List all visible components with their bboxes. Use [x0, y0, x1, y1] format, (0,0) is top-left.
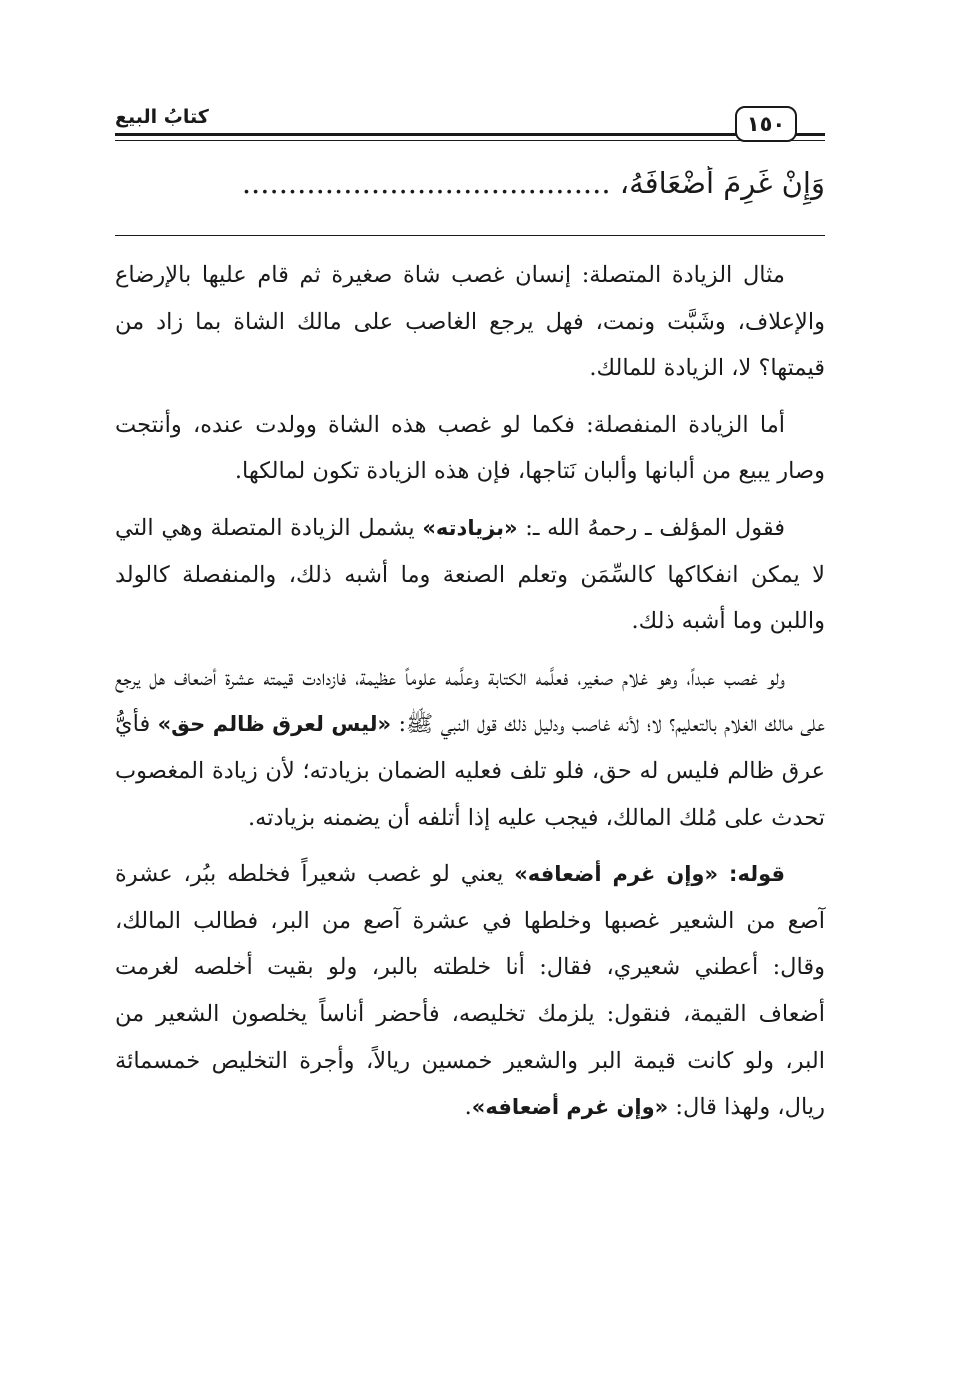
text-run: مثال الزيادة المتصلة: إنسان غصب شاة صغيرة ثم قام عليها بالإرضاع والإعلاف، وشَبَّت ونمت، فهل يرجع الغاصب على مالك الشاة بما زاد من قيمتها؟ لا، الزيادة للمالك. — [115, 262, 825, 382]
matn-divider — [115, 235, 825, 236]
text-run: يشمل الزيادة المتصلة وهي التي لا يمكن انفكاكها كالسِّمَن وتعلم الصنعة وما أشبه ذلك، والمنفصلة كالولد واللبن وما أشبه ذلك. — [115, 514, 825, 635]
bold-quote: «وإن غرم أضعافه» — [514, 862, 719, 887]
bold-quote: «وإن غرم أضعافه» — [471, 1095, 669, 1120]
bold-quote: «ليس لعرق ظالم حق» — [157, 712, 392, 737]
bold-quote: «بزيادته» — [422, 515, 518, 540]
text-run: أما الزيادة المنفصلة: فكما لو غصب هذه الشاة وولدت عنده، وأنتجت وصار يبيع من ألبانها وألبان نَتاجها، فإن هذه الزيادة تكون لمالكها. — [115, 411, 825, 485]
page-number: ١٥٠ — [735, 106, 797, 142]
text-run: . — [464, 1094, 472, 1121]
text-run: فأيُّ عرق ظالم فليس له حق، فلو تلف فعليه الضمان بزيادته؛ لأن زيادة المغصوب تحدث على مُلك المالك، فيجب عليه إذا أتلفه أن يضمنه بزيادته. — [115, 711, 825, 831]
text-run: فقول المؤلف ـ رحمهُ الله ـ: — [517, 514, 785, 541]
header-rule-thin — [115, 140, 825, 141]
paragraph — [115, 252, 825, 392]
page-header — [115, 100, 825, 150]
paragraph — [115, 655, 825, 841]
text-run: ولو غصب عبداً، وهو غلام صغير، فعلَّمه الكتابة وعلَّمه علوماً عظيمة، فازدادت قيمته عشرة أضعاف هل يرجع على مالك الغلام بالتعليم؟ لا؛ لأنه غاصب ودليل ذلك قول النبي ﷺ: — [115, 664, 825, 738]
bold-quote: قوله: — [718, 862, 785, 887]
running-title: كتابُ البيع — [115, 106, 209, 128]
header-rule-thick — [115, 133, 825, 136]
text-run: يعني لو غصب شعيراً فخلطه ببُر، عشرة آصع من الشعير غصبها وخلطها في عشرة آصع من البر، فطالب المالك، وقال: أعطني شعيري، فقال: أنا خلطته بالبر، ولو بقيت أخلصه لغرمت أضعاف القيمة، فنقول: يلزمك تخليصه، فأحضر أناساً يخلصون الشعير من البر، ولو كانت قيمة البر والشعير خمسين ريالاً، وأجرة التخليص خمسمائة ريال، ولهذا قال: — [115, 861, 825, 1121]
paragraph — [115, 851, 825, 1131]
commentary-body — [115, 252, 825, 1141]
paragraph — [115, 505, 825, 645]
paragraph — [115, 402, 825, 495]
matn-text: وَإِنْ غَرِمَ أَضْعَافَهُ، ........................................ — [241, 166, 825, 200]
